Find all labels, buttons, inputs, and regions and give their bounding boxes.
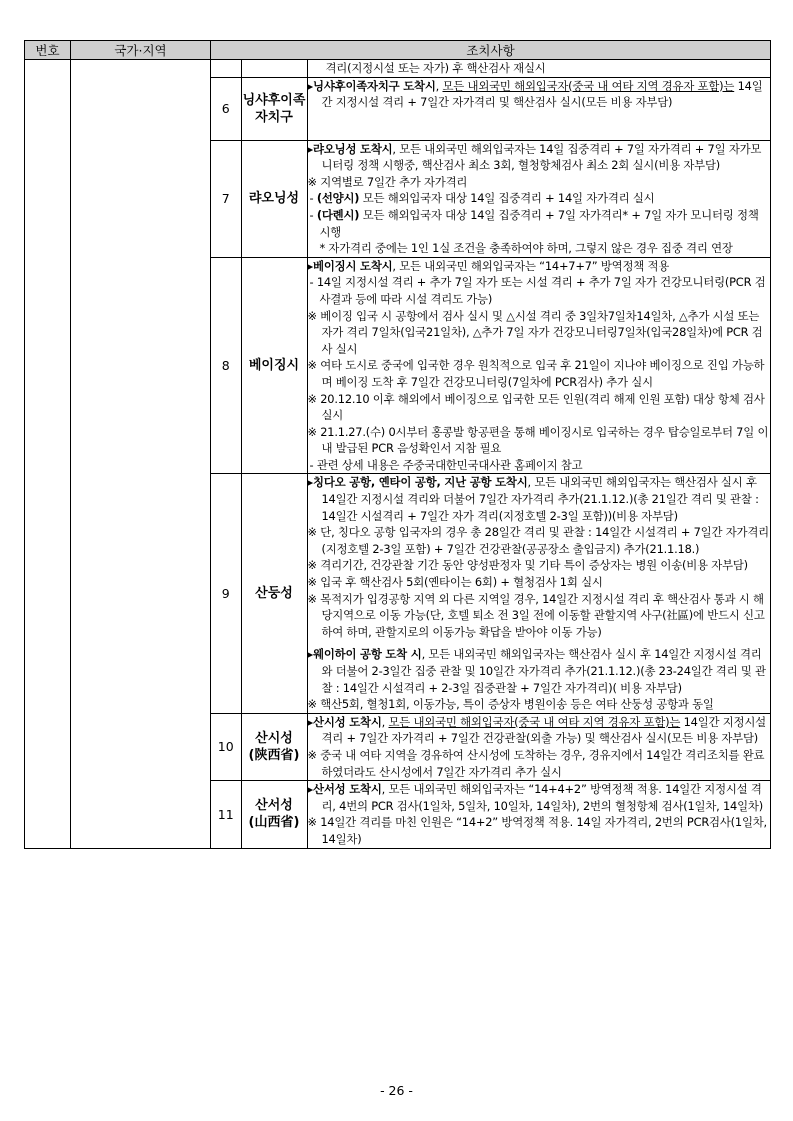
- note: ※ 단, 칭다오 공항 입국자의 경우 총 28일간 격리 및 관찰 : 14일간 시설격리 + 7일간 자가격리(지정호텔 2-3일 포함) + 7일간 건강관찰(공공장소 출입금지) 추가(21.1.18.): [307, 525, 769, 556]
- bold-text: 산서성 도착시: [313, 782, 382, 797]
- note: ※ 목적지가 입경공항 지역 외 다른 지역일 경우, 14일간 지정시설 격리 후 핵산검사 통과 시 해당지역으로 이동 가능(단, 호텔 퇴소 전 3일 전에 이동할 관할지역 사구(社區)에 반드시 신고하여 하며, 관할지로의 이동가능 확답을 받아야 이동 가능): [307, 591, 765, 639]
- note: ※ 입국 후 핵산검사 5회(옌타이는 6회) + 혈청검사 1회 실시: [307, 575, 603, 590]
- region-name: 산시성 (陕西省): [241, 713, 307, 780]
- note: ※ 핵산5회, 혈청1회, 이동가능, 특이 증상자 병원이송 등은 여타 산둥성 공항과 동일: [307, 697, 714, 712]
- bold-text: 닝샤후이족자치구 도착시: [313, 78, 436, 93]
- continuation-row: [211, 60, 770, 77]
- measure-text: ▸랴오닝성 도착시, 모든 내외국민 해외입국자는 14일 집중격리 + 7일 자가격리 + 7일 자가모니터링 정책 시행중, 핵산검사 최소 3회, 혈청항체검사 최소 2회 실시(비용 자부담) ※ 지역별로 7일간 추가 자가격리 - (선양시) 모든 해외입국자 대상 14일 집중격리 + 14일 자가격리 실시 - (다롄시) 모든 해외입국자 대상 14일 집중격리 + 7일 자가격리* + 7일 자가 모니터링 정책 시행 * 자가격리 중에는 1인 1실 조건을 충족하여야 하며, 그렇지 않은 경우 집중 격리 연장: [307, 140, 770, 257]
- header-no: 번호: [25, 41, 71, 60]
- bold-text: 산시성 도착시: [313, 714, 382, 729]
- page-number: - 26 -: [380, 1083, 413, 1098]
- table-row: [211, 713, 770, 780]
- footnote: * 자가격리 중에는 1인 1실 조건을 충족하여야 하며, 그렇지 않은 경우 집중 격리 연장: [319, 241, 733, 256]
- region-name: 산둥성: [241, 474, 307, 713]
- table-row: [211, 257, 770, 474]
- region-name: 산서성 (山西省): [241, 781, 307, 848]
- note: ※ 21.1.27.(수) 0시부터 홍콩발 항공편을 통해 베이징시로 입국하는 경우 탑승일로부터 7일 이내 발급된 PCR 음성확인서 지참 필요: [307, 424, 769, 456]
- row-number: 10: [211, 713, 241, 780]
- header-measures: 조치사항: [211, 41, 771, 60]
- measures-table: [24, 40, 771, 849]
- table-row: [211, 77, 770, 140]
- note: ※ 지역별로 7일간 추가 자가격리: [307, 174, 468, 189]
- bold-text: 웨이하이 공항 도착 시: [313, 647, 422, 662]
- region-name: 랴오닝성: [241, 140, 307, 257]
- row-number: 11: [211, 781, 241, 848]
- row-number: 9: [211, 474, 241, 713]
- measure-text: ▸칭다오 공항, 옌타이 공항, 지난 공항 도착시, 모든 내외국민 해외입국자는 핵산검사 실시 후 14일간 지정시설 격리와 더불어 7일간 자가격리 추가(21.1.12.)(총 21일간 격리 및 관찰 : 14일간 시설격리 + 7일간 자가 격리(지정호텔 2-3일 포함))(비용 자부담) ※ 단, 칭다오 공항 입국자의 경우 총 28일간 격리 및 관찰 : 14일간 시설격리 + 7일간 자가격리(지정호텔 2-3일 포함) + 7일간 건강관찰(공공장소 출입금지) 추가(21.1.18.) ※ 격리기간, 건강관찰 기간 동안 양성판정자 및 기타 특이 증상자는 병원 이송(비용 자부담) ※ 입국 후 핵산검사 5회(옌타이는 6회) + 혈청검사 1회 실시 ※ 목적지가 입경공항 지역 외 다른 지역일 경우, 14일간 지정시설 격리 후 핵산검사 통과 시 해당지역으로 이동 가능(단, 호텔 퇴소 전 3일 전에 이동할 관할지역 사구(社區)에 반드시 신고하여 하며, 관할지로의 이동가능 확답을 받아야 이동 가능) ▸웨이하이 공항 도착 시, 모든 내외국민 해외입국자는 핵산검사 실시 후 14일간 지정시설 격리와 더불어 2-3일간 집중 관찰 및 10일간 자가격리 추가(21.1.12.)(총 23-24일간 격리 및 관찰 : 14일간 시설격리 + 2-3일 집중관찰 + 7일간 자가격리)( 비용 자부담) ※ 핵산5회, 혈청1회, 이동가능, 특이 증상자 병원이송 등은 여타 산둥성 공항과 동일: [307, 474, 770, 713]
- measure-text: ▸산서성 도착시, 모든 내외국민 해외입국자는 “14+4+2” 방역정책 적용. 14일간 지정시설 격리, 4번의 PCR 검사(1일차, 5일차, 10일차, 14일차), 2번의 혈청항체 검사(1일차, 14일차) ※ 14일간 격리를 마친 인원은 “14+2” 방역정책 적용. 14일 자가격리, 2번의 PCR검사(1일차, 14일차): [307, 781, 770, 848]
- region-table: [211, 60, 770, 848]
- row-number: 8: [211, 257, 241, 474]
- bold-text: 베이징시 도착시: [313, 258, 393, 273]
- table-row: [211, 781, 770, 848]
- underlined-text: 모든 내외국민 해외입국자(중국 내 여타 지역 경유자 포함)는: [442, 78, 735, 93]
- header-country: 국가·지역: [71, 41, 211, 60]
- continuation-text: 격리(지정시설 또는 자가) 후 핵산검사 재실시: [307, 60, 770, 77]
- note: ※ 중국 내 여타 지역을 경유하여 산시성에 도착하는 경우, 경유지에서 14일간 격리조치를 완료하였더라도 산시성에서 7일간 자가격리 추가 실시: [307, 747, 765, 779]
- table-row: [211, 474, 770, 713]
- measure-text: ▸베이징시 도착시, 모든 내외국민 해외입국자는 “14+7+7” 방역정책 적용 - 14일 지정시설 격리 + 추가 7일 자가 또는 시설 격리 + 추가 7일 자가 건강모니터링(PCR 검사결과 등에 따라 시설 격리도 가능) ※ 베이징 입국 시 공항에서 검사 실시 및 △시설 격리 중 3일차7일차14일차, △추가 시설 또는 자가 격리 7일차(입국21일차), △추가 7일 자가 건강모니터링7일차(입국28일차)에 PCR 검사 실시 ※ 여타 도시로 중국에 입국한 경우 원칙적으로 입국 후 21일이 지나야 베이징으로 진입 가능하며 베이징 도착 후 7일간 건강모니터링(7일차에 PCR검사) 추가 실시 ※ 20.12.10 이후 해외에서 베이징으로 입국한 모든 인원(격리 해제 인원 포함) 대상 항체 검사 실시 ※ 21.1.27.(수) 0시부터 홍콩발 항공편을 통해 베이징시로 입국하는 경우 탑승일로부터 7일 이내 발급된 PCR 음성확인서 지참 필요 - 관련 상세 내용은 주중국대한민국대사관 홈페이지 참고: [307, 257, 770, 474]
- row-number: 6: [211, 77, 241, 140]
- row-number: 7: [211, 140, 241, 257]
- note: ※ 베이징 입국 시 공항에서 검사 실시 및 △시설 격리 중 3일차7일차14일차, △추가 시설 또는 자가 격리 7일차(입국21일차), △추가 7일 자가 건강모니터링7일차(입국28일차)에 PCR 검사 실시: [307, 308, 763, 356]
- paragraph: ▸닝샤후이족자치구 도착시, 모든 내외국민 해외입국자(중국 내 여타 지역 경유자 포함)는 14일간 지정시설 격리 + 7일간 자가격리 및 핵산검사 실시(모든 비용 자부담): [307, 78, 763, 110]
- note: ※ 20.12.10 이후 해외에서 베이징으로 입국한 모든 인원(격리 해제 인원 포함) 대상 항체 검사 실시: [307, 391, 765, 423]
- measures-cell: [211, 60, 771, 849]
- no-column-blank: [25, 60, 71, 849]
- measure-text: [307, 77, 770, 140]
- note: ※ 14일간 격리를 마친 인원은 “14+2” 방역정책 적용. 14일 자가격리, 2번의 PCR검사(1일차, 14일차): [307, 815, 767, 846]
- country-column-blank: [71, 60, 211, 849]
- measure-text: ▸산시성 도착시, 모든 내외국민 해외입국자(중국 내 여타 지역 경유자 포함)는 14일간 지정시설 격리 + 7일간 자가격리 + 7일간 건강관찰(외출 가능) 및 핵산검사 실시(모든 비용 자부담) ※ 중국 내 여타 지역을 경유하여 산시성에 도착하는 경우, 경유지에서 14일간 격리조치를 완료하였더라도 산시성에서 7일간 자가격리 추가 실시: [307, 713, 770, 780]
- bold-text: 랴오닝성 도착시: [313, 141, 393, 156]
- note: ※ 여타 도시로 중국에 입국한 경우 원칙적으로 입국 후 21일이 지나야 베이징으로 진입 가능하며 베이징 도착 후 7일간 건강모니터링(7일차에 PCR검사) 추가 실시: [307, 358, 765, 389]
- table-row: [211, 140, 770, 257]
- region-name: 베이징시: [241, 257, 307, 474]
- note: ※ 격리기간, 건강관찰 기간 동안 양성판정자 및 기타 특이 증상자는 병원 이송(비용 자부담): [307, 558, 748, 573]
- bold-text: 칭다오 공항, 옌타이 공항, 지난 공항 도착시: [313, 475, 528, 490]
- underlined-text: 모든 내외국민 해외입국자(중국 내 여타 지역 경유자 포함)는: [388, 714, 681, 729]
- region-name: 닝샤후이족자치구: [241, 77, 307, 140]
